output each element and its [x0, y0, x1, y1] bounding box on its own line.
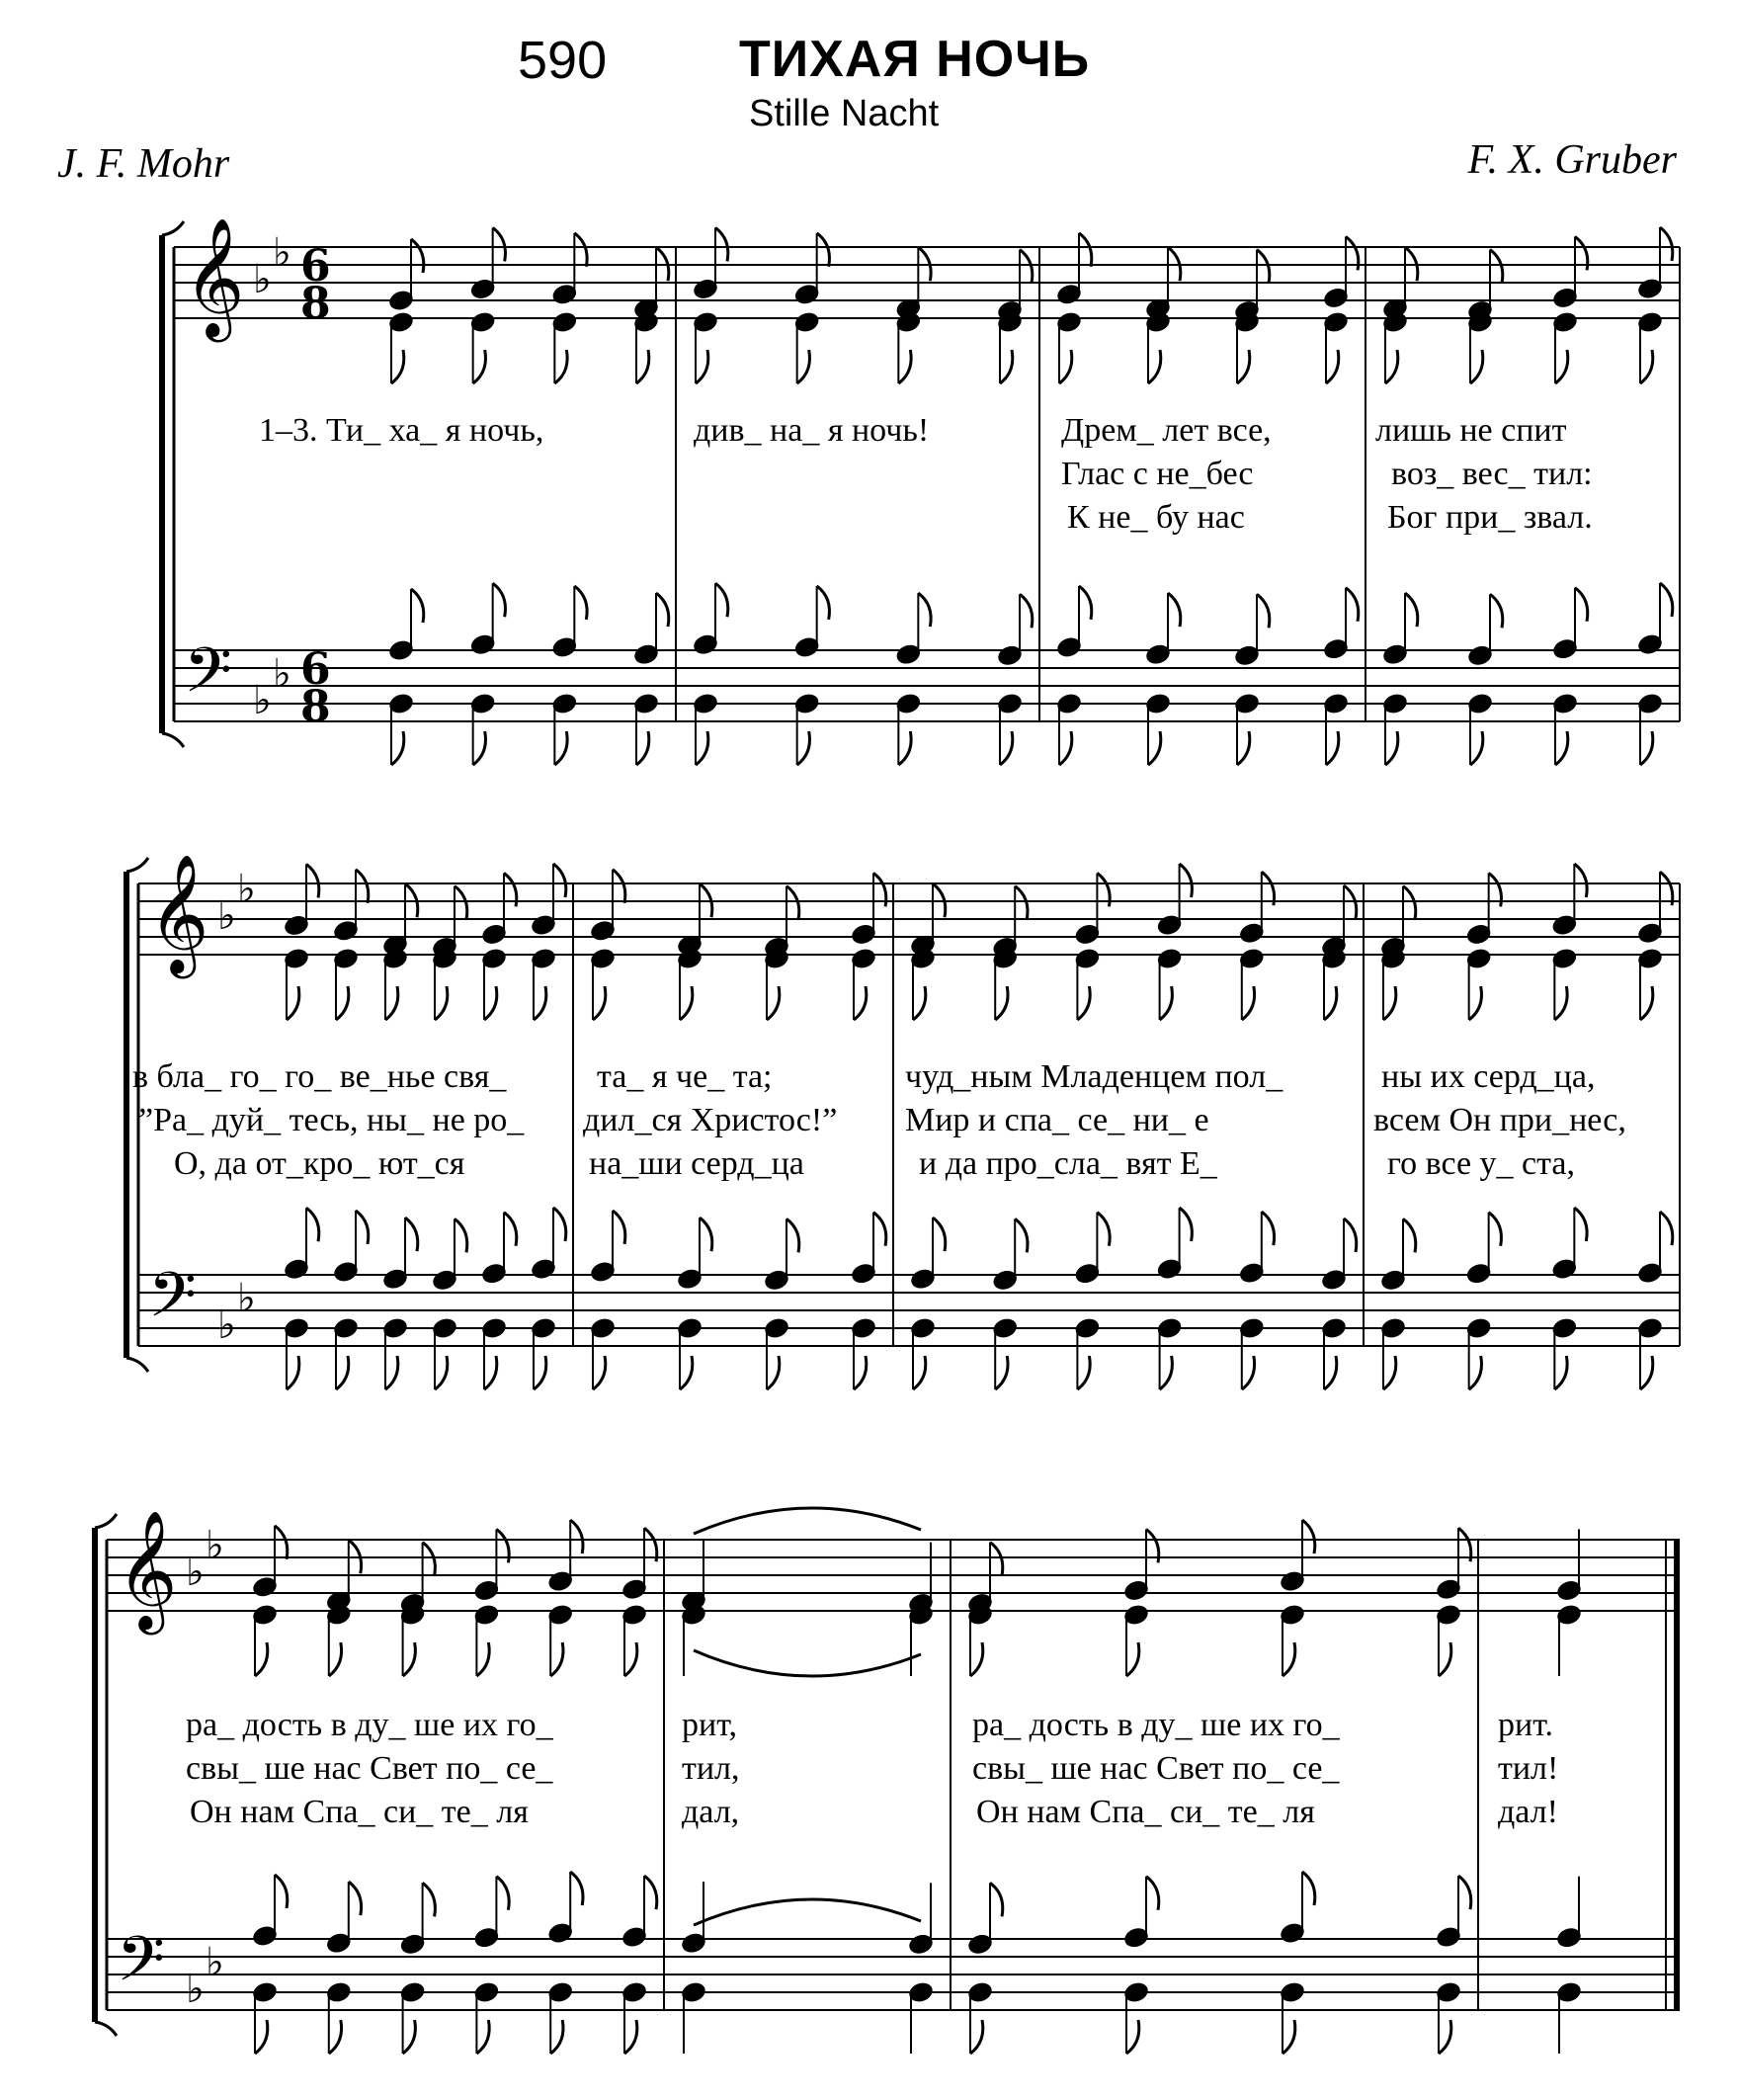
lyric-text: го все у_ ста,: [1387, 1145, 1576, 1182]
bass-clef-icon: 𝄢: [148, 1258, 197, 1346]
note-flag: [1469, 1356, 1482, 1389]
note-flag: [385, 986, 398, 1020]
lyric-text: лишь не спит: [1375, 412, 1567, 449]
note-flag: [933, 1218, 946, 1251]
note-flag: [306, 864, 319, 897]
system-2: [126, 853, 1680, 1389]
note-flag: [656, 593, 669, 627]
note-flag: [385, 1356, 398, 1389]
hymn-title: ТИХАЯ НОЧЬ: [739, 31, 1091, 88]
note-flag: [391, 731, 404, 765]
note-flag: [287, 986, 299, 1020]
note-flag: [493, 583, 506, 617]
note-flag: [1385, 350, 1398, 383]
note-flag: [1490, 594, 1503, 628]
note-flag: [1059, 350, 1072, 383]
note-flag: [570, 1872, 583, 1905]
note-flag: [1640, 731, 1653, 765]
note-flag: [1660, 1212, 1673, 1245]
note-flag: [306, 1208, 319, 1241]
flat-icon: ♭: [217, 1302, 236, 1348]
note-flag: [1302, 1520, 1315, 1554]
note-flag: [336, 986, 349, 1020]
note-flag: [1000, 731, 1013, 765]
note-flag: [1283, 2020, 1295, 2054]
flat-icon: ♭: [217, 893, 236, 939]
note-flag: [405, 1218, 418, 1251]
note-flag: [1660, 227, 1673, 261]
note-flag: [1660, 583, 1673, 617]
note-flag: [970, 1642, 983, 1676]
note-flag: [1283, 1642, 1295, 1676]
note-flag: [550, 1642, 563, 1676]
note-flag: [1079, 586, 1092, 620]
note-flag: [767, 1356, 780, 1389]
note-flag: [995, 986, 1008, 1020]
note-flag: [715, 227, 728, 261]
note-flag: [493, 227, 506, 261]
note-flag: [570, 1520, 583, 1554]
slur: [694, 1508, 921, 1534]
time-signature-bottom: 8: [300, 682, 331, 732]
note-flag: [854, 1356, 867, 1389]
note-flag: [574, 233, 587, 267]
note-flag: [624, 1642, 637, 1676]
note-flag: [797, 350, 810, 383]
note-flag: [1489, 1213, 1502, 1246]
note-flag: [553, 1208, 566, 1241]
note-flag: [1383, 986, 1396, 1020]
note-flag: [1180, 864, 1193, 897]
note-flag: [1257, 250, 1270, 284]
note-flag: [913, 986, 926, 1020]
flat-icon: ♭: [206, 1523, 224, 1568]
note-flag: [1000, 350, 1013, 383]
note-flag: [990, 1883, 1003, 1916]
note-flag: [696, 350, 708, 383]
note-flag: [636, 731, 649, 765]
note-flag: [336, 1356, 349, 1389]
bracket-hook: [95, 1514, 117, 1528]
note-flag: [613, 870, 625, 903]
note-flag: [455, 886, 467, 920]
note-flag: [1344, 1218, 1357, 1252]
note-flag: [970, 2020, 983, 2054]
note-flag: [574, 586, 587, 620]
lyric-text: Мир и спа_ се_ ни_ е: [905, 1102, 1209, 1138]
note-flag: [898, 731, 911, 765]
time-signature-bottom: 8: [300, 279, 331, 329]
note-flag: [275, 1526, 288, 1559]
note-flag: [435, 986, 448, 1020]
note-flag: [680, 986, 693, 1020]
note-flag: [484, 986, 497, 1020]
lyric-text: ра_ дость в ду_ ше их го_: [972, 1707, 1340, 1743]
note-flag: [255, 1642, 268, 1676]
note-flag: [1383, 1356, 1396, 1389]
bracket-hook: [126, 858, 148, 872]
note-flag: [1257, 594, 1270, 628]
lyric-text: рит.: [1498, 1707, 1553, 1743]
note-flag: [275, 1875, 288, 1908]
note-flag: [1640, 986, 1653, 1020]
note-flag: [1575, 588, 1588, 622]
note-flag: [504, 1213, 517, 1246]
bracket-hook: [162, 221, 184, 235]
note-flag: [1574, 1208, 1587, 1241]
note-flag: [1470, 350, 1483, 383]
note-flag: [1059, 731, 1072, 765]
note-flag: [1020, 594, 1033, 628]
note-flag: [554, 350, 567, 383]
note-flag: [329, 2020, 342, 2054]
note-flag: [1385, 731, 1398, 765]
flat-icon: ♭: [273, 651, 291, 697]
lyric-text: на_ши серд_ца: [589, 1145, 804, 1182]
lyric-text: тил!: [1498, 1750, 1559, 1787]
note-flag: [1015, 1218, 1028, 1252]
note-flag: [1554, 1356, 1567, 1389]
lyric-text: рит,: [682, 1707, 737, 1743]
composer-credit: F. X. Gruber: [1467, 137, 1677, 183]
note-flag: [534, 1356, 546, 1389]
hymn-subtitle: Stille Nacht: [749, 93, 940, 134]
note-flag: [1469, 986, 1482, 1020]
lyric-text: свы_ ше нас Свет по_ се_: [186, 1750, 553, 1787]
note-flag: [1242, 986, 1255, 1020]
treble-clef-icon: 𝄞: [148, 853, 209, 973]
note-flag: [1326, 350, 1339, 383]
note-flag: [636, 350, 649, 383]
lyric-text: свы_ ше нас Свет по_ се_: [972, 1750, 1340, 1787]
lyric-text: тил,: [682, 1750, 740, 1787]
note-flag: [1302, 1872, 1315, 1905]
note-flag: [411, 239, 424, 273]
bracket-hook: [95, 2022, 117, 2036]
flat-icon: ♭: [253, 678, 272, 723]
lyric-text: Глас с не_бес: [1061, 456, 1254, 492]
lyric-text: дал!: [1498, 1794, 1558, 1830]
lyric-text: О, да от_кро_ ют_ся: [174, 1145, 465, 1182]
note-flag: [1126, 1642, 1139, 1676]
treble-clef-icon: 𝄞: [117, 1509, 178, 1630]
lyric-text: в бла_ го_ го_ ве_нье свя_: [132, 1058, 507, 1095]
note-flag: [554, 731, 567, 765]
lyric-text: ны их серд_ца,: [1381, 1058, 1596, 1095]
note-flag: [1554, 986, 1567, 1020]
note-flag: [1077, 1356, 1090, 1389]
note-flag: [680, 1356, 693, 1389]
lyric-text: дил_ся Христос!”: [583, 1102, 838, 1138]
note-flag: [918, 593, 931, 627]
note-flag: [1262, 1212, 1275, 1245]
note-flag: [1148, 731, 1161, 765]
flat-icon: ♭: [186, 1967, 205, 2012]
note-flag: [854, 986, 867, 1020]
note-flag: [644, 1876, 657, 1909]
lyric-text: ра_ дость в ду_ ше их го_: [186, 1707, 553, 1743]
note-flag: [817, 586, 830, 620]
lyric-text: та_ я че_ та;: [597, 1058, 773, 1095]
lyric-text: и да про_сла_ вят Е_: [919, 1145, 1217, 1182]
note-flag: [1470, 731, 1483, 765]
note-flag: [913, 1356, 926, 1389]
hymn-number: 590: [518, 31, 608, 90]
note-flag: [1403, 886, 1416, 920]
bracket-hook: [162, 733, 184, 747]
flat-icon: ♭: [237, 867, 256, 912]
lyric-text: див_ на_ я ночь!: [694, 412, 930, 449]
note-flag: [1458, 1876, 1471, 1909]
lyric-text: чуд_ным Младенцем пол_: [905, 1058, 1283, 1095]
note-flag: [473, 731, 486, 765]
note-flag: [593, 1356, 606, 1389]
note-flag: [624, 2020, 637, 2054]
note-flag: [1439, 2020, 1451, 2054]
lyric-text: 1–3. Ти_ ха_ я ночь,: [259, 412, 544, 449]
bass-clef-icon: 𝄢: [184, 633, 232, 721]
note-flag: [797, 731, 810, 765]
bracket-hook: [126, 1358, 148, 1372]
flat-icon: ♭: [206, 1940, 224, 1985]
note-flag: [534, 986, 546, 1020]
note-flag: [403, 2020, 416, 2054]
note-flag: [1242, 1356, 1255, 1389]
note-flag: [1148, 350, 1161, 383]
lyric-text: К не_ бу нас: [1067, 499, 1245, 536]
lyric-text: Он нам Спа_ си_ те_ ля: [976, 1794, 1315, 1830]
lyric-text: ”Ра_ дуй_ тесь, ны_ не ро_: [138, 1102, 525, 1138]
system-3: [95, 1508, 1680, 2054]
time-signature-top: 6: [300, 241, 331, 292]
note-flag: [1020, 250, 1033, 284]
note-flag: [1403, 1218, 1416, 1252]
note-flag: [1146, 1877, 1159, 1910]
note-flag: [1574, 864, 1587, 897]
note-flag: [1346, 588, 1359, 622]
note-flag: [1640, 1356, 1653, 1389]
note-flag: [1439, 1642, 1451, 1676]
bass-clef-icon: 𝄢: [117, 1922, 165, 2010]
time-signature-top: 6: [300, 644, 331, 695]
note-flag: [995, 1356, 1008, 1389]
note-flag: [411, 589, 424, 623]
note-flag: [767, 986, 780, 1020]
note-flag: [1324, 1356, 1337, 1389]
note-flag: [356, 870, 369, 903]
note-flag: [1168, 593, 1181, 627]
note-flag: [1079, 233, 1092, 267]
note-flag: [496, 1877, 509, 1910]
note-flag: [553, 864, 566, 897]
note-flag: [1326, 731, 1339, 765]
lyric-text: воз_ вес_ тил:: [1391, 456, 1593, 492]
note-flag: [1640, 350, 1653, 383]
note-flag: [1180, 1208, 1193, 1241]
note-flag: [255, 2020, 268, 2054]
note-flag: [1555, 350, 1568, 383]
note-flag: [873, 1213, 886, 1246]
note-flag: [423, 1883, 436, 1916]
note-flag: [786, 1218, 799, 1252]
note-flag: [898, 350, 911, 383]
note-flag: [455, 1218, 467, 1252]
system-1: [162, 216, 1680, 765]
lyric-text: всем Он при_нес,: [1373, 1102, 1626, 1138]
note-flag: [1324, 986, 1337, 1020]
note-flag: [476, 1642, 489, 1676]
note-flag: [990, 1543, 1003, 1576]
note-flag: [550, 2020, 563, 2054]
note-flag: [287, 1356, 299, 1389]
note-flag: [1160, 1356, 1173, 1389]
note-flag: [435, 1356, 448, 1389]
note-flag: [349, 1882, 362, 1915]
flat-icon: ♭: [186, 1550, 205, 1595]
note-flag: [476, 2020, 489, 2054]
note-flag: [817, 233, 830, 267]
note-flag: [356, 1211, 369, 1244]
flat-icon: ♭: [237, 1276, 256, 1321]
note-flag: [786, 886, 799, 920]
note-flag: [329, 1642, 342, 1676]
note-flag: [391, 350, 404, 383]
note-flag: [1097, 1213, 1110, 1246]
lyric-text: Он нам Спа_ си_ те_ ля: [190, 1794, 529, 1830]
note-flag: [1237, 350, 1250, 383]
note-flag: [593, 986, 606, 1020]
slur: [694, 1650, 921, 1676]
flat-icon: ♭: [273, 230, 291, 276]
lyric-text: Бог при_ звал.: [1387, 499, 1593, 536]
note-flag: [473, 350, 486, 383]
lyricist-credit: J. F. Mohr: [57, 141, 230, 187]
flat-icon: ♭: [253, 257, 272, 302]
note-flag: [700, 1218, 712, 1251]
note-flag: [1126, 2020, 1139, 2054]
note-flag: [696, 731, 708, 765]
note-flag: [484, 1356, 497, 1389]
note-flag: [1160, 986, 1173, 1020]
slur: [694, 1899, 921, 1925]
treble-clef-icon: 𝄞: [184, 216, 245, 337]
note-flag: [1237, 731, 1250, 765]
note-flag: [423, 1543, 436, 1576]
lyric-text: дал,: [682, 1794, 740, 1830]
lyric-text: Дрем_ лет все,: [1061, 412, 1272, 449]
note-flag: [1555, 731, 1568, 765]
note-flag: [1405, 593, 1418, 627]
note-flag: [1077, 986, 1090, 1020]
note-flag: [1015, 886, 1028, 920]
note-flag: [1490, 250, 1503, 284]
note-flag: [613, 1211, 625, 1244]
note-flag: [715, 583, 728, 617]
note-flag: [403, 1642, 416, 1676]
